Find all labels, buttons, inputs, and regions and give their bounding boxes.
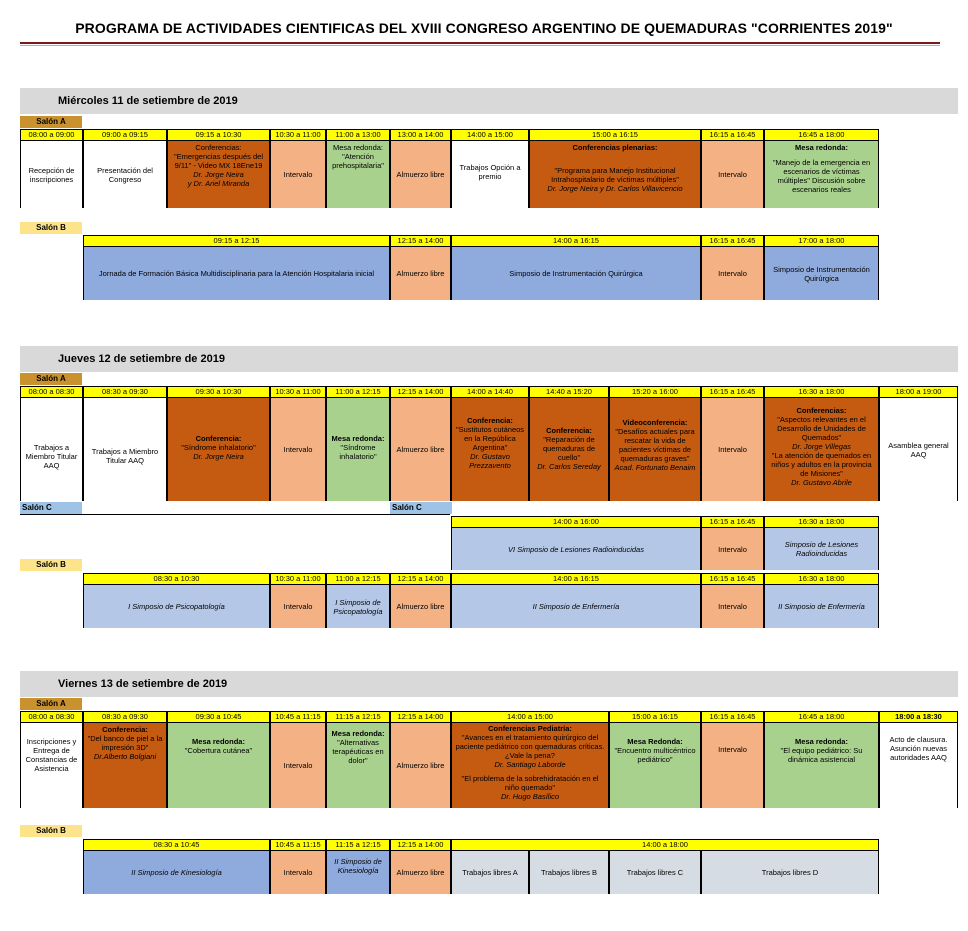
session-topic: "Reparación de quemaduras de cuello"	[542, 435, 596, 462]
day-header-thursday: Jueves 12 de setiembre de 2019	[20, 346, 958, 372]
time-slot: 16:15 a 16:45	[701, 711, 764, 723]
session-reception: Recepción de inscripciones	[20, 141, 83, 208]
session-topic: "Atención prehospitalaria"	[332, 152, 384, 170]
session-type: Conferencias:	[796, 406, 847, 415]
session-speaker: y Dr. Ariel Miranda	[187, 179, 250, 188]
session-topic: "Del banco de piel a la impresión 3D"	[87, 734, 163, 752]
time-slot: 11:15 a 12:15	[326, 839, 390, 851]
time-slot: 09:15 a 10:30	[167, 129, 270, 141]
session-break: Intervalo	[270, 851, 326, 894]
session-round-table	[764, 723, 879, 808]
session-conference-pediatrics	[451, 723, 609, 808]
time-slot: 14:40 a 15:20	[529, 386, 609, 398]
divider	[20, 514, 450, 515]
session-papers: Trabajos a Miembro Titular AAQ	[20, 398, 83, 501]
time-slot: 08:30 a 10:30	[83, 573, 270, 585]
session-closing: Acto de clausura. Asunción nuevas autoridades AAQ	[879, 723, 958, 808]
time-slot: 09:30 a 10:30	[167, 386, 270, 398]
session-type: Videoconferencia:	[622, 418, 688, 427]
time-slot: 11:15 a 12:15	[326, 711, 390, 723]
session-conference	[83, 723, 167, 808]
session-lunch: Almuerzo libre	[390, 141, 451, 208]
time-slot: 14:00 a 16:15	[451, 573, 701, 585]
time-slot: 15:00 a 16:15	[609, 711, 701, 723]
time-slot: 08:00 a 08:30	[20, 711, 83, 723]
session-round-table	[609, 723, 701, 808]
session-lunch: Almuerzo libre	[390, 398, 451, 501]
time-slot: 14:00 a 15:00	[451, 129, 529, 141]
session-free-papers: Trabajos libres D	[701, 851, 879, 894]
session-symposium: VI Simposio de Lesiones Radioinducidas	[451, 528, 701, 570]
session-type: Mesa redonda:	[332, 143, 384, 152]
session-type: Conferencia:	[195, 434, 242, 443]
time-slot: 16:30 a 18:00	[764, 516, 879, 528]
session-type: Conferencias Pediatría:	[488, 724, 572, 733]
session-type: Conferencia:	[467, 416, 513, 425]
time-slot: 16:15 a 16:45	[701, 573, 764, 585]
salon-a-label: Salón A	[20, 373, 82, 385]
session-symposium: II Simposio de Enfermería	[451, 585, 701, 628]
session-type: Conferencia:	[546, 426, 592, 435]
salon-c-label: Salón C	[20, 502, 82, 514]
session-speaker: Dr. Santiago Laborde	[494, 760, 566, 769]
session-speaker: Dr. Gustavo Prezzavento	[469, 452, 511, 470]
session-topic: "El problema de la sobrehidratación en el niño quemado"	[461, 774, 599, 792]
day-header-friday: Viernes 13 de setiembre de 2019	[20, 671, 958, 697]
session-topic: "Encuentro multicéntrico pediátrico"	[614, 746, 696, 764]
title-rule-thin	[20, 45, 940, 46]
time-slot: 15:00 a 16:15	[529, 129, 701, 141]
session-speaker: Dr.Alberto Bolgiani	[93, 752, 157, 761]
session-speaker: Dr. Jorge Neira	[193, 452, 244, 461]
page-title: PROGRAMA DE ACTIVIDADES CIENTIFICAS DEL XVIII CONGRESO ARGENTINO DE QUEMADURAS "CORRIENTES 2019"	[75, 20, 893, 36]
session-speaker: Dr. Jorge Villegas	[792, 442, 851, 451]
session-break: Intervalo	[701, 585, 764, 628]
session-break: Intervalo	[270, 141, 326, 208]
session-round-table	[167, 723, 270, 808]
session-type: Mesa redonda:	[795, 737, 848, 746]
session-topic: "Emergencias después del 9/11" - Video MX 18Ene19	[174, 152, 263, 170]
session-assembly: Asamblea general AAQ	[879, 398, 958, 501]
session-type: Conferencias:	[195, 143, 242, 152]
time-slot: 09:30 a 10:45	[167, 711, 270, 723]
session-free-papers: Trabajos libres A	[451, 851, 529, 894]
time-slot: 16:15 a 16:45	[701, 235, 764, 247]
salon-a-label: Salón A	[20, 698, 82, 710]
session-topic: "Aspectos relevantes en el Desarrollo de Unidades de Quemados"	[777, 415, 866, 442]
title-rule	[20, 42, 940, 44]
time-slot: 11:00 a 12:15	[326, 386, 390, 398]
session-topic: "Síndrome inhalatorio"	[339, 443, 377, 461]
day-header-wednesday: Miércoles 11 de setiembre de 2019	[20, 88, 958, 114]
session-type: Conferencias plenarias:	[572, 143, 658, 152]
session-round-table	[326, 723, 390, 808]
session-round-table	[326, 141, 390, 208]
session-papers: Trabajos Opción a premio	[451, 141, 529, 208]
session-type: Mesa redonda:	[795, 143, 848, 152]
session-registration: Inscripciones y Entrega de Constancias de Asistencia	[20, 723, 83, 808]
time-slot: 12:15 a 14:00	[390, 235, 451, 247]
session-break: Intervalo	[270, 723, 326, 808]
session-topic: "Síndrome inhalatorio"	[181, 443, 256, 452]
session-topic: "El equipo pediátrico: Su dinámica asistencial	[780, 746, 863, 764]
time-slot: 14:00 a 16:00	[451, 516, 701, 528]
session-topic: "Programa para Manejo Institucional Intrahospitalario de víctimas múltiples"	[551, 166, 679, 184]
time-slot: 12:15 a 14:00	[390, 711, 451, 723]
session-speaker: Dr. Jorge Neira y Dr. Carlos Villavicencio	[547, 184, 683, 193]
session-topic: "La atención de quemados en niños y adultos en la provincia de Misiones"	[771, 451, 872, 478]
time-slot: 16:15 a 16:45	[701, 129, 764, 141]
time-slot: 08:30 a 10:45	[83, 839, 270, 851]
salon-b-label: Salón B	[20, 559, 82, 571]
session-lunch: Almuerzo libre	[390, 851, 451, 894]
session-free-papers: Trabajos libres C	[609, 851, 701, 894]
session-break: Intervalo	[270, 398, 326, 501]
session-type: Mesa redonda:	[331, 434, 385, 443]
session-topic: "Sustitutos cutáneos en la República Argentina"	[455, 425, 525, 452]
session-round-table	[326, 398, 390, 501]
session-topic: "Cobertura cutánea"	[184, 746, 253, 755]
time-slot: 10:30 a 11:00	[270, 573, 326, 585]
session-symposium: II Simposio de Kinesiología	[83, 851, 270, 894]
time-slot: 08:00 a 08:30	[20, 386, 83, 398]
time-slot: 18:00 a 19:00	[879, 386, 958, 398]
session-lunch: Almuerzo libre	[390, 585, 451, 628]
time-slot: 16:30 a 18:00	[764, 573, 879, 585]
time-slot: 13:00 a 14:00	[390, 129, 451, 141]
time-slot: 12:15 a 14:00	[390, 839, 451, 851]
session-round-table	[764, 141, 879, 208]
session-break: Intervalo	[701, 141, 764, 208]
time-slot: 15:20 a 16:00	[609, 386, 701, 398]
time-slot: 12:15 a 14:00	[390, 573, 451, 585]
session-symposium: Simposio de Lesiones Radioinducidas	[764, 528, 879, 570]
session-lunch: Almuerzo libre	[390, 247, 451, 300]
time-slot: 17:00 a 18:00	[764, 235, 879, 247]
session-free-papers: Trabajos libres B	[529, 851, 609, 894]
time-slot: 18:00 a 18:30	[879, 711, 958, 723]
salon-b-label: Salón B	[20, 222, 82, 234]
session-topic: "Desafíos actuales para rescatar la vida de pacientes víctimas de quemaduras graves"	[615, 427, 695, 463]
time-slot: 08:30 a 09:30	[83, 711, 167, 723]
session-conference	[764, 398, 879, 501]
session-speaker: Dr. Hugo Basílico	[500, 792, 560, 801]
session-topic: "Alternativas terapéuticas en dolor"	[332, 738, 384, 765]
time-slot: 14:00 a 15:00	[451, 711, 609, 723]
session-break: Intervalo	[701, 528, 764, 570]
session-break: Intervalo	[701, 247, 764, 300]
session-papers: Trabajos a Miembro Titular AAQ	[83, 398, 167, 501]
time-slot: 10:45 a 11:15	[270, 711, 326, 723]
time-slot: 16:30 a 18:00	[764, 386, 879, 398]
session-conference	[167, 398, 270, 501]
time-slot: 16:45 a 18:00	[764, 129, 879, 141]
session-videoconference	[609, 398, 701, 501]
session-plenary	[529, 141, 701, 208]
session-speaker: Dr. Gustavo Abrile	[791, 478, 852, 487]
time-slot: 11:00 a 13:00	[326, 129, 390, 141]
session-type: Mesa Redonda:	[627, 737, 683, 746]
time-slot: 11:00 a 12:15	[326, 573, 390, 585]
session-symposium: II Simposio de Enfermería	[764, 585, 879, 628]
time-slot: 09:00 a 09:15	[83, 129, 167, 141]
session-opening: Presentación del Congreso	[83, 141, 167, 208]
session-speaker: Acad. Fortunato Benaim	[614, 463, 696, 472]
session-break: Intervalo	[701, 398, 764, 501]
time-slot: 16:15 a 16:45	[701, 386, 764, 398]
session-symposium: II Simposio de Kinesiología	[326, 851, 390, 894]
time-slot: 10:30 a 11:00	[270, 386, 326, 398]
session-break: Intervalo	[270, 585, 326, 628]
session-speaker: Dr. Carlos Sereday	[537, 462, 601, 471]
time-slot: 08:30 a 09:30	[83, 386, 167, 398]
session-symposium: I Simposio de Psicopatología	[326, 585, 390, 628]
session-break: Intervalo	[701, 723, 764, 808]
salon-c-label: Salón C	[390, 502, 452, 514]
session-speaker: Dr. Jorge Neira	[193, 170, 244, 179]
time-slot: 12:15 a 14:00	[390, 386, 451, 398]
session-course: Jornada de Formación Básica Multidisciplinaria para la Atención Hospitalaria inicial	[83, 247, 390, 300]
session-type: Mesa redonda:	[192, 737, 245, 746]
time-slot: 09:15 a 12:15	[83, 235, 390, 247]
salon-a-label: Salón A	[20, 116, 82, 128]
time-slot: 14:00 a 18:00	[451, 839, 879, 851]
session-conference	[529, 398, 609, 501]
session-lunch: Almuerzo libre	[390, 723, 451, 808]
time-slot: 10:45 a 11:15	[270, 839, 326, 851]
session-symposium: I Simposio de Psicopatología	[83, 585, 270, 628]
time-slot: 14:00 a 14:40	[451, 386, 529, 398]
session-conference	[451, 398, 529, 501]
session-topic: "Avances en el tratamiento quirúrgico del paciente pediátrico con quemaduras críticas. ¿Vale la pena?	[455, 733, 605, 760]
time-slot: 08:00 a 09:00	[20, 129, 83, 141]
session-type: Conferencia:	[102, 725, 148, 734]
time-slot: 16:45 a 18:00	[764, 711, 879, 723]
time-slot: 16:15 a 16:45	[701, 516, 764, 528]
session-type: Mesa redonda:	[331, 729, 385, 738]
time-slot: 14:00 a 16:15	[451, 235, 701, 247]
session-symposium: Simposio de Instrumentación Quirúrgica	[451, 247, 701, 300]
session-topic: "Manejo de la emergencia en escenarios de víctimas múltiples" Discusión sobre escenarios reales	[772, 158, 871, 194]
session-conference	[167, 141, 270, 208]
session-symposium: Simposio de Instrumentación Quirúrgica	[764, 247, 879, 300]
time-slot: 10:30 a 11:00	[270, 129, 326, 141]
salon-b-label: Salón B	[20, 825, 82, 837]
